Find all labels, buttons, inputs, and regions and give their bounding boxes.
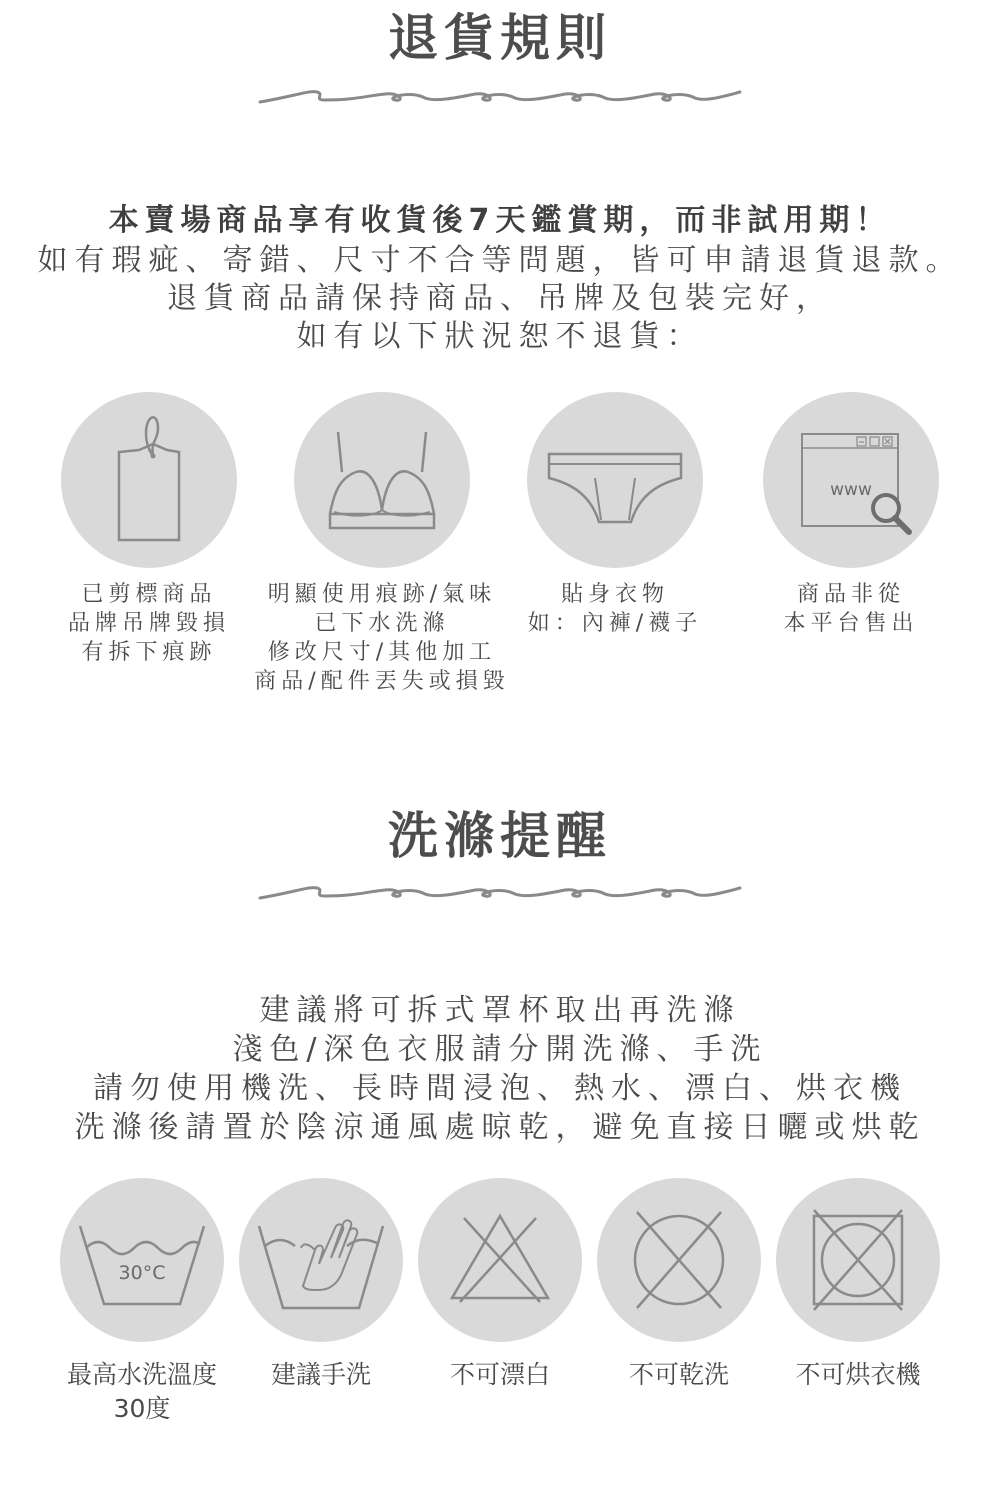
return-caption-other-platform <box>751 580 951 638</box>
caption-line: 最高水洗溫度 <box>66 1360 217 1389</box>
caption-line: 明顯使用痕跡/氣味 <box>267 582 497 607</box>
bra-icon <box>294 392 470 568</box>
caption-line: 如：內褲/襪子 <box>527 611 703 636</box>
caption-line: 商品非從 <box>796 582 905 607</box>
caption-line: 已剪標商品 <box>81 582 217 607</box>
caption-line: 不可烘衣機 <box>795 1360 921 1389</box>
wash-caption-no-dry-clean <box>589 1358 769 1392</box>
hang-tag-icon <box>61 392 237 568</box>
return-caption-used <box>242 580 522 696</box>
washing-title: 洗滌提醒 <box>388 807 612 865</box>
caption-line: 不可漂白 <box>449 1360 550 1389</box>
caption-line: 不可乾洗 <box>628 1360 729 1389</box>
caption-line: 貼身衣物 <box>560 582 669 607</box>
return-caption-intimates <box>505 580 725 638</box>
returns-intro-line-3: 退貨商品請保持商品、吊牌及包裝完好， <box>167 281 833 316</box>
www-label: www <box>830 480 872 500</box>
browser-search-icon <box>763 392 939 568</box>
washing-intro-line-4: 洗滌後請置於陰涼通風處晾乾，避免直接日曬或烘乾 <box>74 1110 926 1145</box>
squiggle-divider-icon <box>255 876 745 912</box>
wash-caption-no-tumble-dry <box>768 1358 948 1392</box>
no-bleach-icon <box>418 1178 582 1342</box>
returns-title: 退貨規則 <box>388 9 612 67</box>
wash-caption-hand-wash <box>231 1358 411 1392</box>
caption-line: 品牌吊牌毀損 <box>67 611 230 636</box>
washing-intro-line-1: 建議將可拆式罩杯取出再洗滌 <box>259 993 741 1028</box>
washing-intro-line-3: 請勿使用機洗、長時間浸泡、熱水、漂白、烘衣機 <box>93 1071 907 1106</box>
underwear-icon <box>527 392 703 568</box>
returns-intro-line-4: 如有以下狀況恕不退貨： <box>296 319 704 354</box>
wash-caption-no-bleach <box>410 1358 590 1392</box>
wash-temp-label: 30°C <box>118 1262 166 1284</box>
return-caption-cut-tag <box>49 580 249 667</box>
hand-wash-icon <box>239 1178 403 1342</box>
caption-line: 商品/配件丟失或損毀 <box>254 669 510 694</box>
squiggle-divider-icon <box>255 80 745 116</box>
caption-line: 有拆下痕跡 <box>81 640 217 665</box>
returns-intro-line-2: 如有瑕疵、寄錯、尺寸不合等問題，皆可申請退貨退款。 <box>37 243 963 278</box>
caption-line: 已下水洗滌 <box>314 611 450 636</box>
wash-30-icon <box>60 1178 224 1342</box>
no-dry-clean-icon <box>597 1178 761 1342</box>
wash-caption-max-temp <box>52 1358 232 1426</box>
caption-line: 30度 <box>113 1394 171 1423</box>
no-tumble-dry-icon <box>776 1178 940 1342</box>
washing-intro-line-2: 淺色/深色衣服請分開洗滌、手洗 <box>232 1032 768 1067</box>
caption-line: 修改尺寸/其他加工 <box>267 640 497 665</box>
caption-line: 本平台售出 <box>783 611 919 636</box>
caption-line: 建議手洗 <box>270 1360 371 1389</box>
returns-intro-line-1: 本賣場商品享有收貨後7天鑑賞期，而非試用期！ <box>108 203 892 238</box>
